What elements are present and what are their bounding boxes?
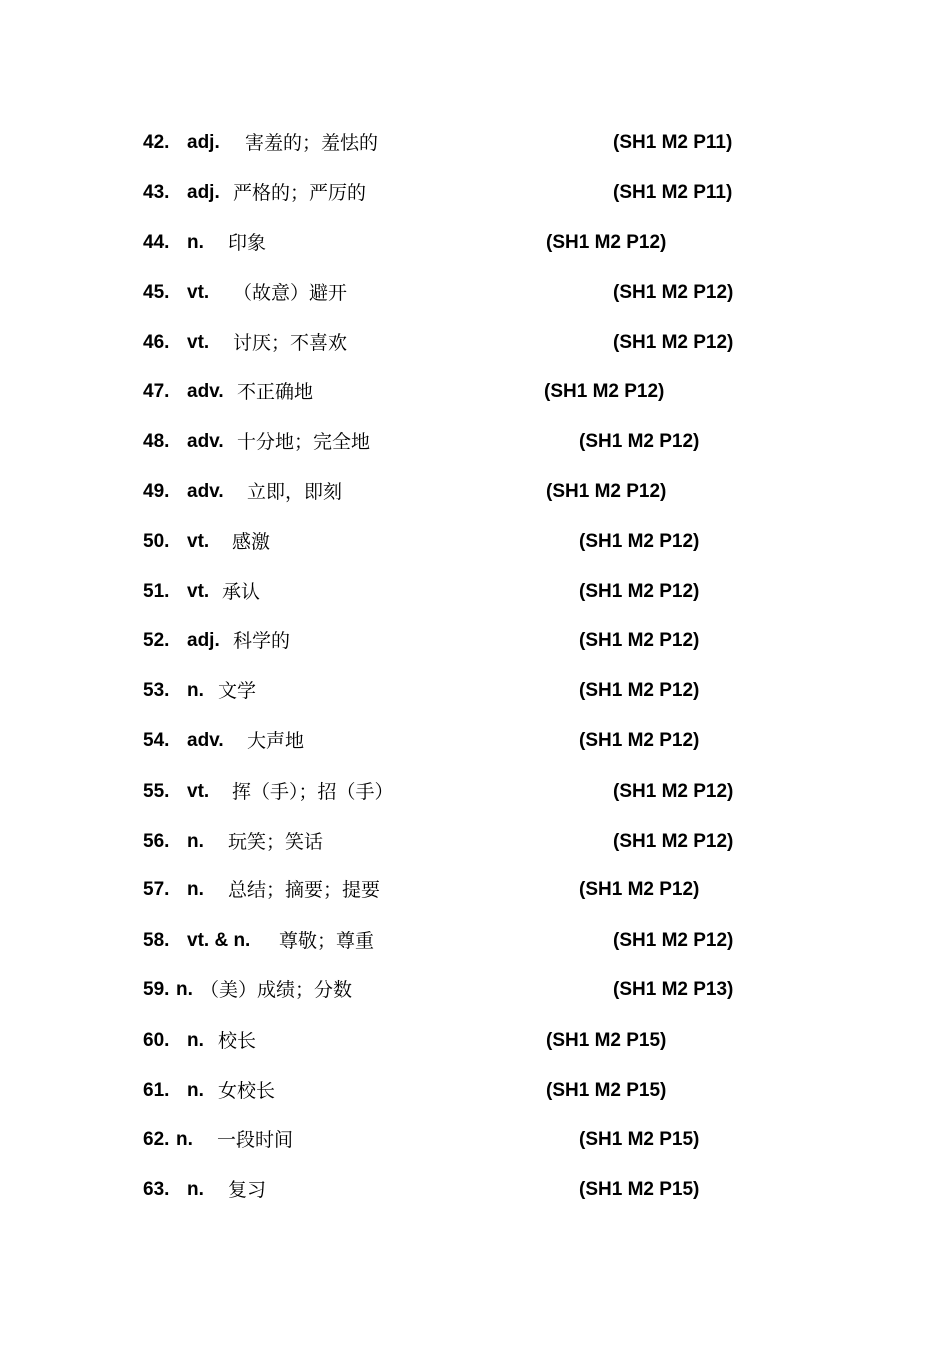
part-of-speech: vt.	[187, 781, 210, 802]
part-of-speech: adj.	[187, 630, 220, 651]
entry-number: 46.	[143, 332, 170, 353]
part-of-speech: n.	[187, 680, 204, 701]
part-of-speech: n.	[187, 1080, 204, 1101]
entry-number: 63.	[143, 1179, 170, 1200]
entry-number: 53.	[143, 680, 170, 701]
part-of-speech: adv.	[187, 730, 224, 751]
definition: 科学的	[233, 630, 291, 652]
definition: 承认	[222, 581, 261, 603]
definition: 总结；摘要；提要	[228, 879, 381, 901]
entry-number: 47.	[143, 381, 170, 402]
vocab-entry	[143, 280, 843, 306]
definition: 立即，即刻	[247, 481, 343, 503]
entry-number: 42.	[143, 132, 170, 153]
part-of-speech: adv.	[187, 381, 224, 402]
textbook-reference: (SH1 M2 P12)	[546, 481, 667, 502]
vocab-entry	[143, 779, 843, 805]
textbook-reference: (SH1 M2 P12)	[613, 781, 734, 802]
entry-number: 48.	[143, 431, 170, 452]
part-of-speech: n.	[176, 1129, 193, 1150]
vocab-entry	[143, 829, 843, 855]
textbook-reference: (SH1 M2 P15)	[546, 1080, 667, 1101]
entry-number: 54.	[143, 730, 170, 751]
textbook-reference: (SH1 M2 P12)	[613, 332, 734, 353]
textbook-reference: (SH1 M2 P12)	[546, 232, 667, 253]
vocab-entry	[143, 977, 843, 1003]
definition: 感激	[232, 531, 271, 553]
textbook-reference: (SH1 M2 P15)	[546, 1030, 667, 1051]
textbook-reference: (SH1 M2 P12)	[579, 879, 700, 900]
vocab-entry	[143, 429, 843, 455]
textbook-reference: (SH1 M2 P13)	[613, 979, 734, 1000]
part-of-speech: adv.	[187, 481, 224, 502]
vocab-entry	[143, 1127, 843, 1153]
entry-number: 57.	[143, 879, 170, 900]
entry-number: 59.	[143, 979, 170, 1000]
textbook-reference: (SH1 M2 P15)	[579, 1179, 700, 1200]
definition: 尊敬；尊重	[279, 930, 375, 952]
textbook-reference: (SH1 M2 P15)	[579, 1129, 700, 1150]
definition: 文学	[218, 680, 257, 702]
part-of-speech: vt.	[187, 282, 210, 303]
part-of-speech: n.	[187, 1179, 204, 1200]
part-of-speech: adj.	[187, 132, 220, 153]
textbook-reference: (SH1 M2 P12)	[579, 531, 700, 552]
definition: 复习	[228, 1179, 267, 1201]
textbook-reference: (SH1 M2 P12)	[579, 431, 700, 452]
vocab-entry	[143, 1028, 843, 1054]
vocab-entry	[143, 928, 843, 954]
definition: 玩笑；笑话	[228, 831, 324, 853]
entry-number: 58.	[143, 930, 170, 951]
entry-number: 55.	[143, 781, 170, 802]
textbook-reference: (SH1 M2 P12)	[613, 831, 734, 852]
vocab-entry	[143, 379, 843, 405]
vocab-entry	[143, 728, 843, 754]
textbook-reference: (SH1 M2 P11)	[613, 132, 733, 153]
part-of-speech: n.	[176, 979, 193, 1000]
definition: 挥（手）；招（手）	[232, 781, 394, 803]
textbook-reference: (SH1 M2 P11)	[613, 182, 733, 203]
entry-number: 51.	[143, 581, 170, 602]
entry-number: 60.	[143, 1030, 170, 1051]
part-of-speech: vt. & n.	[187, 930, 251, 951]
entry-number: 43.	[143, 182, 170, 203]
definition: 讨厌；不喜欢	[233, 332, 348, 354]
definition: 印象	[228, 232, 267, 254]
definition: （故意）避开	[233, 282, 348, 304]
part-of-speech: adj.	[187, 182, 220, 203]
vocab-entry	[143, 1078, 843, 1104]
definition: 害羞的；羞怯的	[245, 132, 379, 154]
part-of-speech: vt.	[187, 581, 210, 602]
part-of-speech: adv.	[187, 431, 224, 452]
definition: 一段时间	[217, 1129, 294, 1151]
part-of-speech: vt.	[187, 531, 210, 552]
vocab-entry	[143, 877, 843, 903]
vocab-entry	[143, 130, 843, 156]
vocab-entry	[143, 230, 843, 256]
entry-number: 50.	[143, 531, 170, 552]
entry-number: 49.	[143, 481, 170, 502]
textbook-reference: (SH1 M2 P12)	[579, 730, 700, 751]
textbook-reference: (SH1 M2 P12)	[579, 630, 700, 651]
vocab-entry	[143, 180, 843, 206]
entry-number: 56.	[143, 831, 170, 852]
entry-number: 61.	[143, 1080, 170, 1101]
vocab-entry	[143, 678, 843, 704]
textbook-reference: (SH1 M2 P12)	[579, 680, 700, 701]
part-of-speech: vt.	[187, 332, 210, 353]
definition: （美）成绩；分数	[200, 979, 353, 1001]
part-of-speech: n.	[187, 1030, 204, 1051]
vocab-entry	[143, 579, 843, 605]
vocab-entry	[143, 628, 843, 654]
definition: 女校长	[218, 1080, 276, 1102]
part-of-speech: n.	[187, 831, 204, 852]
vocab-entry	[143, 330, 843, 356]
textbook-reference: (SH1 M2 P12)	[579, 581, 700, 602]
part-of-speech: n.	[187, 232, 204, 253]
textbook-reference: (SH1 M2 P12)	[613, 282, 734, 303]
entry-number: 52.	[143, 630, 170, 651]
vocab-entry	[143, 529, 843, 555]
definition: 不正确地	[237, 381, 314, 403]
entry-number: 62.	[143, 1129, 170, 1150]
entry-number: 45.	[143, 282, 170, 303]
definition: 校长	[218, 1030, 257, 1052]
definition: 大声地	[247, 730, 305, 752]
definition: 严格的；严厉的	[233, 182, 367, 204]
definition: 十分地；完全地	[237, 431, 371, 453]
textbook-reference: (SH1 M2 P12)	[613, 930, 734, 951]
textbook-reference: (SH1 M2 P12)	[544, 381, 665, 402]
entry-number: 44.	[143, 232, 170, 253]
vocab-entry	[143, 1177, 843, 1203]
vocab-entry	[143, 479, 843, 505]
part-of-speech: n.	[187, 879, 204, 900]
